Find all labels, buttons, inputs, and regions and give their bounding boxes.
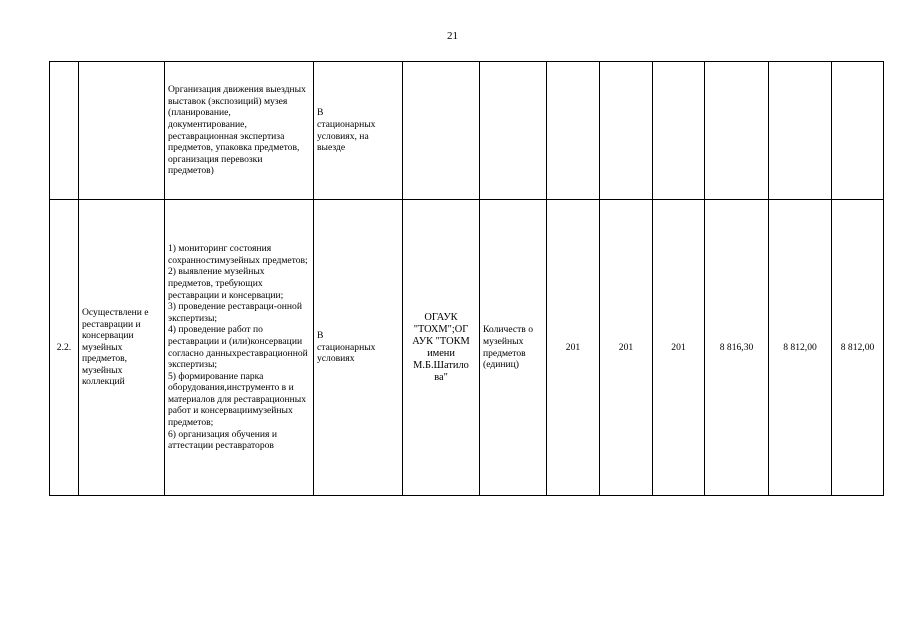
row-index xyxy=(50,62,79,200)
value-cell: 8 812,00 xyxy=(769,200,832,496)
service-name: Осуществлени е реставрации и консервации музейных предметов, музейных коллекций xyxy=(79,200,165,496)
services-table xyxy=(49,61,884,496)
value-cell xyxy=(832,62,884,200)
service-indicator xyxy=(480,62,547,200)
service-indicator: Количеств о музейных предметов (единиц) xyxy=(480,200,547,496)
value-cell xyxy=(653,62,705,200)
value-cell xyxy=(705,62,769,200)
value-cell: 8 816,30 xyxy=(705,200,769,496)
service-content: Организация движения выездных выставок (экспозиций) музея (планирование, документирование, реставрационная экспертиза предметов, упаковка предметов, организация перевозки предметов) xyxy=(165,62,314,200)
page-number: 21 xyxy=(447,30,458,42)
value-cell xyxy=(600,62,653,200)
service-content: 1) мониторинг состояния сохранностимузейных предметов; 2) выявление музейных предметов, требующих реставрации и консервации; 3) проведение реставраци-онной экспертизы; 4) проведение работ по реставрации и (или)консервации согласно данныхреставрационной экспертизы; 5) формирование парка оборудования,инструменто в и материалов для реставрационных работ и консервациимузейных предметов; 6) организация обучения и аттестации реставраторов xyxy=(165,200,314,496)
service-organization: ОГАУК "ТОХМ";ОГ АУК "ТОКМ имени М.Б.Шатило ва" xyxy=(403,200,480,496)
table-row xyxy=(50,62,884,200)
value-cell: 201 xyxy=(547,200,600,496)
service-name xyxy=(79,62,165,200)
table-row xyxy=(50,200,884,496)
service-organization xyxy=(403,62,480,200)
value-cell: 8 812,00 xyxy=(832,200,884,496)
service-conditions: В стационарных условиях xyxy=(314,200,403,496)
value-cell: 201 xyxy=(653,200,705,496)
service-conditions: В стационарных условиях, на выезде xyxy=(314,62,403,200)
value-cell: 201 xyxy=(600,200,653,496)
row-index: 2.2. xyxy=(50,200,79,496)
value-cell xyxy=(547,62,600,200)
value-cell xyxy=(769,62,832,200)
